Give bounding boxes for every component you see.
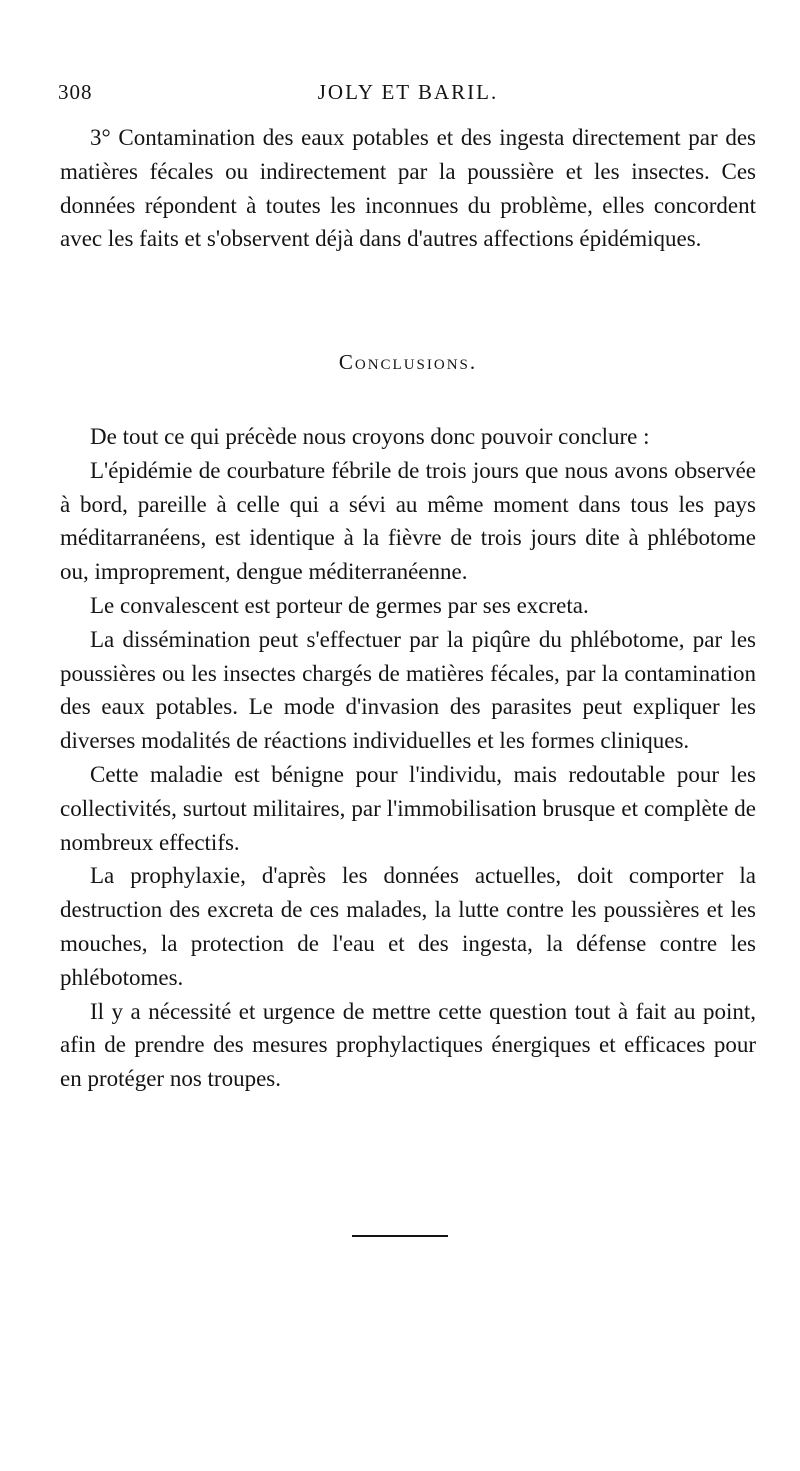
conclusion-paragraph-dissemination: La dissémination peut s'effectuer par la piqûre du phlébotome, par les poussières ou les insectes chargés de matières fécales, par la contamination des eaux potables. Le mode d'invasion des parasites peut expliquer les diverses modalités de réactions individuelles et les formes cliniques. <box>60 626 756 754</box>
conclusion-paragraph-carrier: Le convalescent est porteur de germes par ses excreta. <box>90 592 589 618</box>
page-header <box>58 80 758 112</box>
intro-paragraph: 3° Contamination des eaux potables et des ingesta directement par des matières fécales ou indirectement par la poussière et les insectes. Ces données répondent à toutes les inconnues du problème, elles concordent avec les faits et s'observent déjà dans d'autres affections épidémiques. <box>60 125 756 252</box>
conclusions-section <box>60 420 756 1096</box>
page-number: 308 <box>58 80 93 104</box>
running-head: JOLY ET BARIL. <box>317 80 499 104</box>
conclusion-paragraph-severity: Cette maladie est bénigne pour l'individu, mais redoutable pour les collectivités, surtout militaires, par l'immobilisation brusque et complète de nombreux effectifs. <box>60 761 756 855</box>
section-title: Conclusions. <box>338 350 478 374</box>
intro-section <box>60 121 756 256</box>
conclusion-paragraph-intro: De tout ce qui précède nous croyons donc pouvoir conclure : <box>90 424 650 449</box>
end-rule <box>352 1235 448 1237</box>
conclusion-paragraph-prophylaxis: La prophylaxie, d'après les données actuelles, doit comporter la destruction des excreta de ces malades, la lutte contre les poussières et les mouches, la protection de l'eau et des ingesta, la défense contre les phlébotomes. <box>60 863 756 990</box>
conclusion-paragraph-epidemic: L'épidémie de courbature fébrile de trois jours que nous avons observée à bord, pareille à celle qui a sévi au même moment dans tous les pays méditarranéens, est identique à la fièvre de trois jours dite à phlébotome ou, improprement, dengue méditerranéenne. <box>60 457 756 585</box>
conclusion-paragraph-urgency: Il y a nécessité et urgence de mettre cette question tout à fait au point, afin de prendre des mesures prophylactiques énergiques et efficaces pour en protéger nos troupes. <box>60 998 756 1092</box>
